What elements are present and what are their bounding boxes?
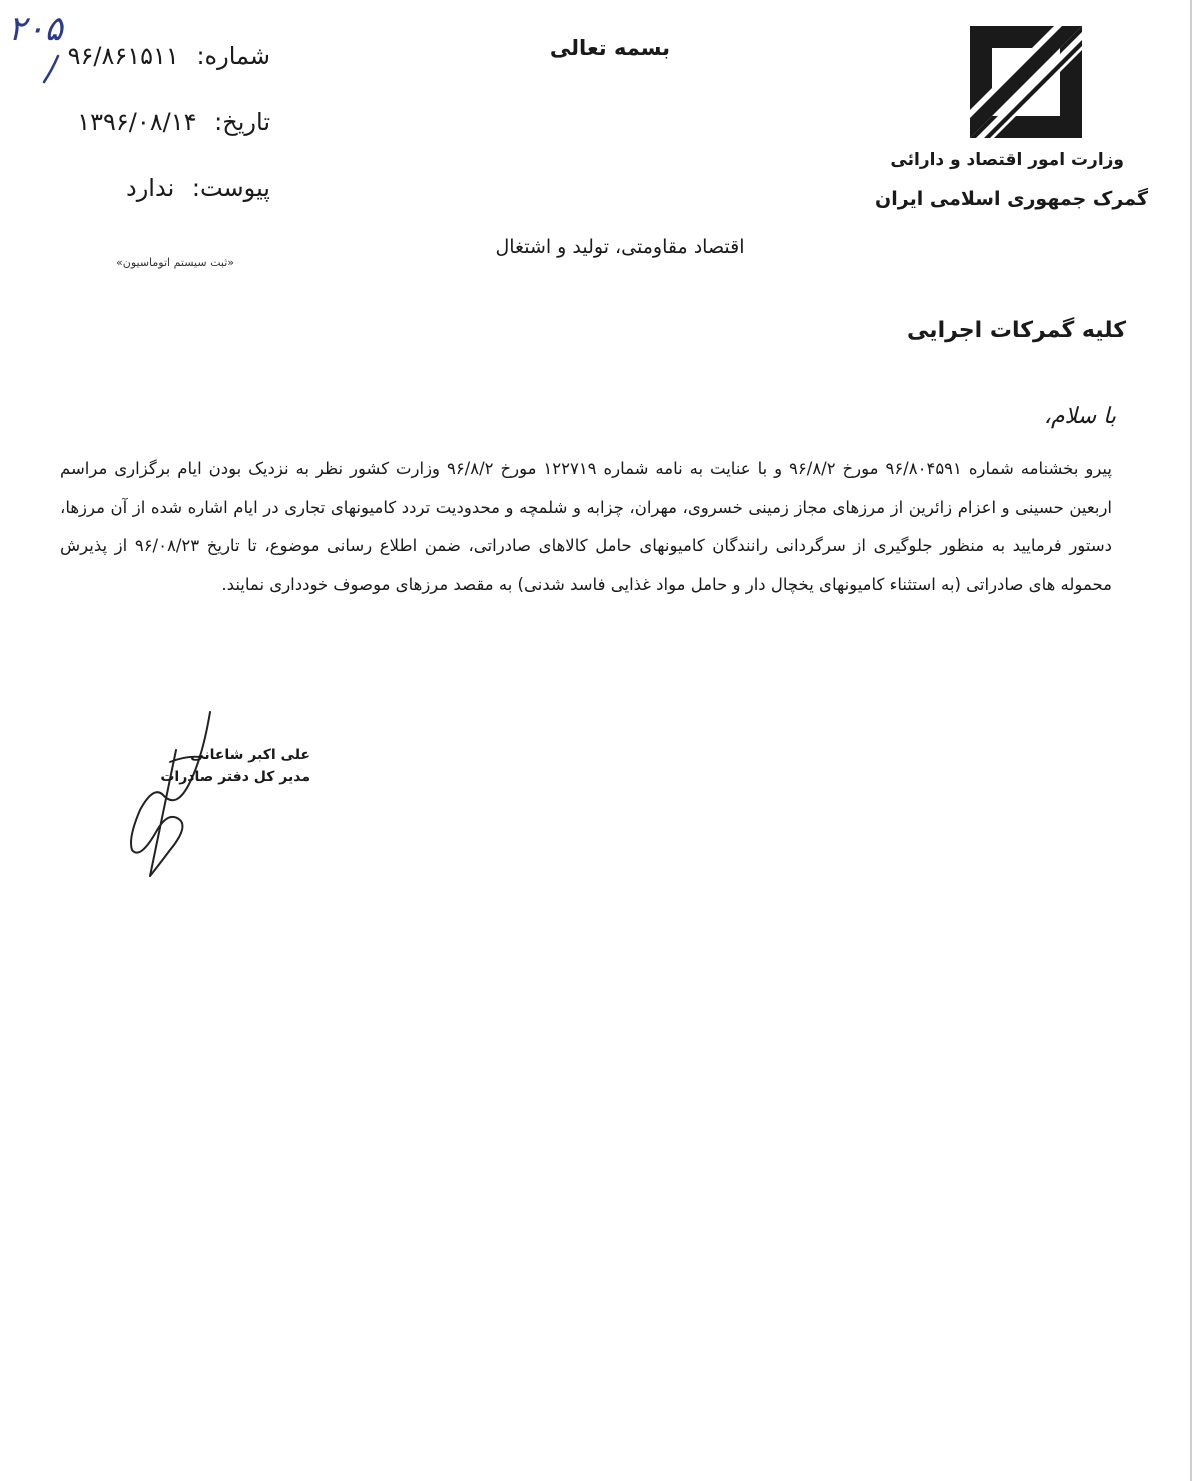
recipient-heading: کلیه گمرکات اجرایی [907,318,1126,343]
customs-name: گمرک جمهوری اسلامی ایران [875,188,1148,210]
letter-date-value: ۱۳۹۶/۰۸/۱۴ [77,108,197,136]
signer-title: مدیر کل دفتر صادرات [160,769,310,785]
signer-name: علی اکبر شاعانی [190,747,310,763]
letter-attachment-value: ندارد [126,174,175,202]
greeting-text: با سلام، [1043,404,1116,429]
system-registration-note: «ثبت سیستم اتوماسیون» [116,256,234,269]
letter-number-value: ۹۶/۸۶۱۵۱۱ [67,42,179,70]
year-slogan: اقتصاد مقاومتی، تولید و اشتغال [495,236,745,258]
letter-attachment-label: پیوست: [191,174,270,202]
signer-block [160,744,310,788]
handwritten-annotation-text: ۲۰۵ [8,9,63,49]
ministry-name: وزارت امور اقتصاد و دارائی [890,150,1124,170]
handwritten-signature [110,700,240,890]
scan-edge-line [1190,0,1192,1481]
letter-number-label: شماره: [196,42,270,70]
letter-attachment-row [40,174,270,202]
letter-date-row [40,108,270,136]
letter-date-label: تاریخ: [214,108,270,136]
basmala-heading: بسمه تعالی [549,36,671,60]
letter-body: پیرو بخشنامه شماره ۹۶/۸۰۴۵۹۱ مورخ ۹۶/۸/۲ و با عنایت به نامه شماره ۱۲۲۷۱۹ مورخ ۹۶/۸/۲ وزارت کشور نظر به نزدیک بودن ایام برگزاری مراسم اربعین حسینی و اعزام زائرین از مرزهای مجاز زمینی خسروی، مهران، چزابه و شلمچه و محدودیت تردد کامیونهای تجاری در ایام اشاره شده از آن مرزها، دستور فرمایید به منظور جلوگیری از سرگردانی رانندگان کامیونهای حامل کالاهای صادراتی، ضمن اطلاع رسانی موضوع، تا تاریخ ۹۶/۰۸/۲۳ از پذیرش محموله های صادراتی (به استثناء کامیونهای یخچال دار و حامل مواد غذایی فاسد شدنی) به مقصد مرزهای موصوف خودداری نمایند. [60,459,1112,594]
customs-logo-icon [970,26,1082,138]
letter-number-row [40,42,270,70]
